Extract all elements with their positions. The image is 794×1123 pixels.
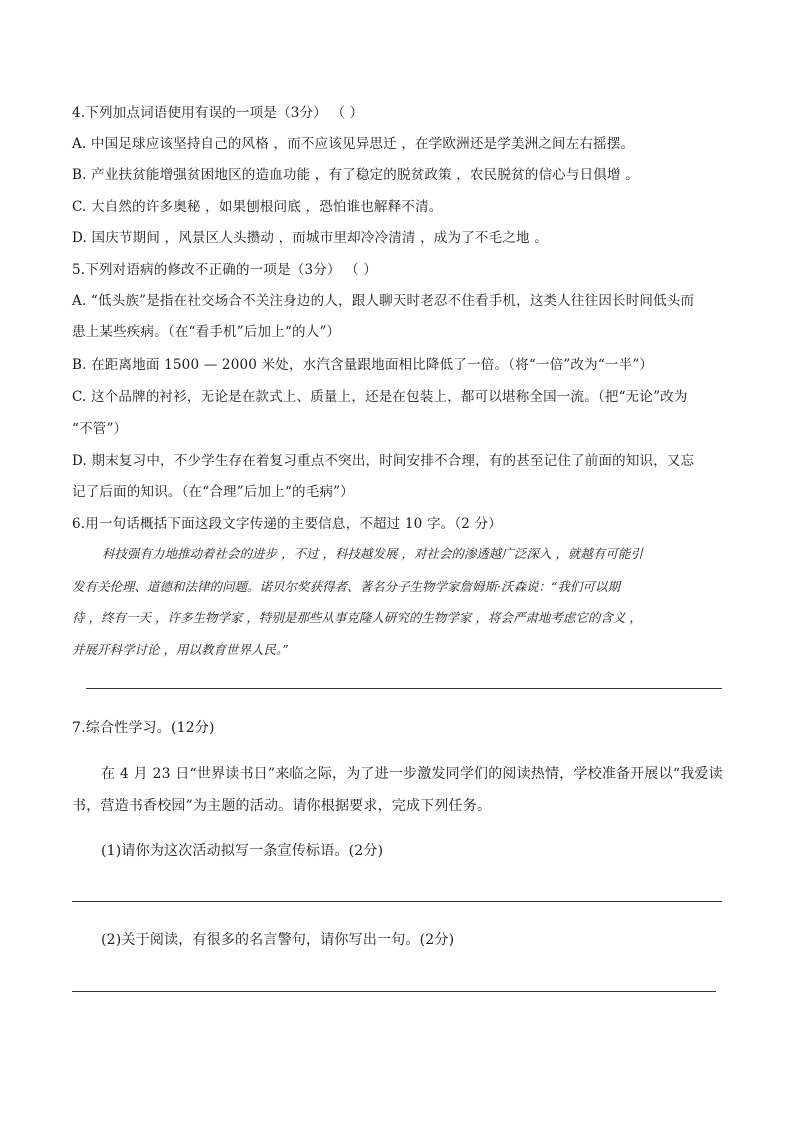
question-5-option-a-cont: 患上某些疾病。（在“看手机”后加上“的人”） xyxy=(72,324,341,340)
question-4-option-c: C. 大自然的许多奥秘 ，如果刨根问底 ，恐怕谁也解释不清。 xyxy=(72,199,443,215)
passage-line: 科技强有力地推动着社会的进步 ，不过 ，科技越发展 ，对社会的渗透越广泛深入 ，就越有可能引 xyxy=(102,546,643,561)
question-7-stem: 7.综合性学习。(12分) xyxy=(72,720,215,736)
question-5-option-a: A. “低头族”是指在社交场合不关注身边的人，跟人聊天时老忍不住看手机，这类人往往因长时间低头而 xyxy=(72,293,695,309)
question-5-option-d-cont: 记了后面的知识。（在“合理”后加上“的毛病”） xyxy=(72,484,354,500)
question-6-stem: 6.用一句话概括下面这段文字传递的主要信息，不超过 10 字。（2 分） xyxy=(72,516,502,532)
question-4-stem: 4.下列加点词语使用有误的一项是（3分） （ ） xyxy=(72,105,364,121)
question-7-task-2: (2)关于阅读，有很多的名言警句，请你写出一句。(2分) xyxy=(101,932,455,948)
passage-line: 发有关伦理、道德和法律的问题。诺贝尔奖获得者、著名分子生物学家詹姆斯·沃森说：“我们可以期 xyxy=(72,579,620,594)
question-7-intro: 在 4 月 23 日“世界读书日”来临之际，为了进一步激发同学们的阅读热情，学校准备开展以“我爱读 xyxy=(101,766,723,782)
question-5-stem: 5.下列对语病的修改不正确的一项是（3分） （ ） xyxy=(72,262,378,278)
question-5-option-b: B. 在距离地面 1500 — 2000 米处，水汽含量跟地面相比降低了一倍。（将“一倍”改为“一半”） xyxy=(72,357,654,373)
question-4-option-d: D. 国庆节期间 ，风景区人头攒动 ，而城市里却冷冷清清 ，成为了不毛之地 。 xyxy=(72,230,548,246)
question-4-option-a: A. 中国足球应该坚持自己的风格 ，而不应该见异思迁 ，在学欧洲还是学美洲之间左右摇摆。 xyxy=(72,136,635,152)
answer-line-task-2[interactable] xyxy=(72,991,716,992)
answer-line-task-1[interactable] xyxy=(72,901,722,902)
question-7-intro-cont: 书，营造书香校园”为主题的活动。请你根据要求，完成下列任务。 xyxy=(72,798,492,814)
question-5-option-d: D. 期末复习中，不少学生存在着复习重点不突出，时间安排不合理，有的甚至记住了前面的知识，又忘 xyxy=(72,453,695,469)
question-4-option-b: B. 产业扶贫能增强贫困地区的造血功能 ，有了稳定的脱贫政策 ，农民脱贫的信心与日俱增 。 xyxy=(72,167,639,183)
question-5-option-c-cont: “不管”） xyxy=(72,421,128,437)
passage-line: 并展开科学讨论 ，用以教育世界人民。” xyxy=(72,642,289,657)
question-5-option-c: C. 这个品牌的衬衫，无论是在款式上、质量上，还是在包装上，都可以堪称全国一流。（把“无论”改为 xyxy=(72,389,688,405)
question-7-task-1: (1)请你为这次活动拟写一条宣传标语。(2分) xyxy=(101,843,384,859)
passage-line: 待 ，终有一天 ，许多生物学家 ，特别是那些从事克隆人研究的生物学家 ，将会严肃地考虑它的含义 ， xyxy=(72,610,642,625)
answer-line-q6[interactable] xyxy=(86,688,722,689)
